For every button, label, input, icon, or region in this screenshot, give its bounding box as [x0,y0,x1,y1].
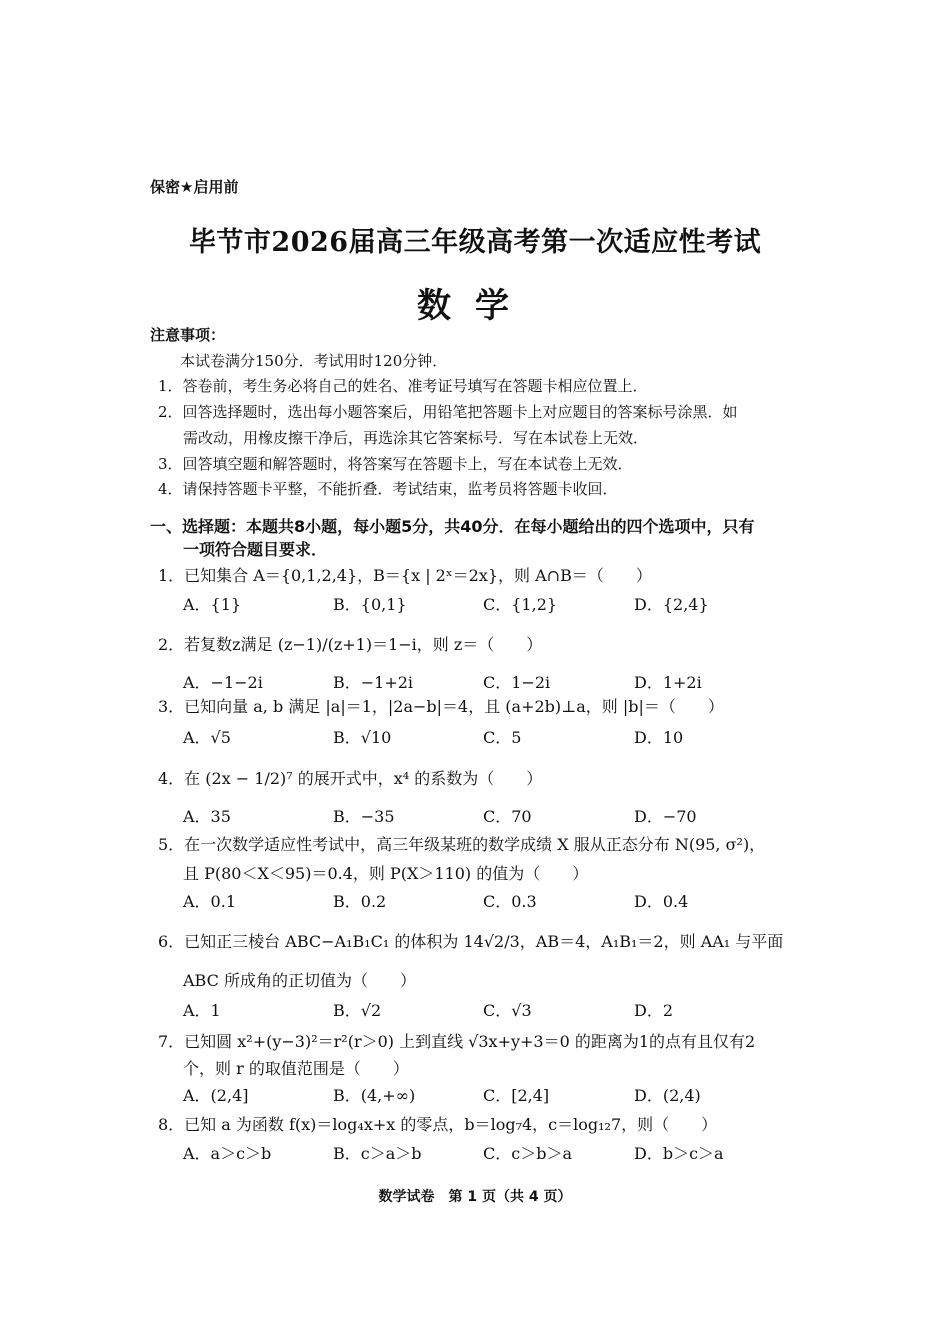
option-b: B．{0,1} [333,595,407,614]
option-d: D．(2,4) [634,1086,701,1105]
option-c: C．c＞b＞a [483,1144,572,1163]
option-c: C．0.3 [483,892,537,911]
option-a: A．0.1 [183,892,237,911]
option-d: D．b＞c＞a [634,1144,724,1163]
section-heading: 一、选择题：本题共8小题，每小题5分，共40分．在每小题给出的四个选项中，只有 [150,517,755,536]
question-stem: 个，则 r 的取值范围是（ ） [183,1059,409,1078]
option-c: C．70 [483,807,532,826]
option-c: C．[2,4] [483,1086,550,1105]
subject-title: 数学 [417,286,533,326]
question-stem: 且 P(80＜X＜95)＝0.4，则 P(X＞110) 的值为（ ） [183,864,589,883]
question-stem: 5．在一次数学适应性考试中，高三年级某班的数学成绩 X 服从正态分布 N(95, σ²)， [158,835,766,854]
question-stem: 7．已知圆 x²+(y−3)²＝r²(r＞0) 上到直线 √3x+y+3＝0 的距离为1的点有且仅有2 [158,1032,756,1051]
notice-item: 2．回答选择题时，选出每小题答案后，用铅笔把答题卡上对应题目的答案标号涂黑．如 [158,403,738,421]
option-a: A．35 [183,807,231,826]
option-d: D．10 [634,728,684,747]
option-b: B．−35 [333,807,395,826]
notice-item: 1．答卷前，考生务必将自己的姓名、准考证号填写在答题卡相应位置上． [158,377,648,395]
question-stem: ABC 所成角的正切值为（ ） [183,971,416,990]
option-d: D．{2,4} [634,595,709,614]
notice-heading: 注意事项： [150,326,226,344]
notice-item: 需改动，用橡皮擦干净后，再选涂其它答案标号．写在本试卷上无效． [183,429,649,447]
question-stem: 6．已知正三棱台 ABC−A₁B₁C₁ 的体积为 14√2/3，AB＝4，A₁B₁＝2，则 AA₁ 与平面 [158,932,784,951]
option-b: B．0.2 [333,892,387,911]
notice-item: 3．回答填空题和解答题时，将答案写在答题卡上，写在本试卷上无效． [158,455,633,473]
option-a: A．√5 [183,728,231,747]
notice-item: 4．请保持答题卡平整，不能折叠．考试结束，监考员将答题卡收回． [158,480,618,498]
section-heading: 一项符合题目要求． [183,540,328,559]
option-a: A．{1} [183,595,242,614]
option-d: D．2 [634,1001,674,1020]
exam-title: 毕节市2026届高三年级高考第一次适应性考试 [188,227,762,258]
option-c: C．{1,2} [483,595,558,614]
option-c: C．√3 [483,1001,532,1020]
question-stem: 1．已知集合 A＝{0,1,2,4}，B＝{x | 2ˣ＝2x}，则 A∩B＝（ ） [158,566,652,585]
option-b: B．√2 [333,1001,382,1020]
secret-mark: 保密★启用前 [150,178,239,196]
question-stem: 3．已知向量 a, b 满足 |a|＝1，|2a−b|＝4，且 (a+2b)⊥a，则 |b|＝（ ） [158,697,724,716]
option-b: B．−1+2i [333,673,414,692]
option-b: B．(4,+∞) [333,1086,416,1105]
option-a: A．−1−2i [183,673,263,692]
option-d: D．0.4 [634,892,689,911]
option-b: B．√10 [333,728,392,747]
option-a: A．1 [183,1001,221,1020]
option-a: A．(2,4] [183,1086,249,1105]
notice-intro: 本试卷满分150分．考试用时120分钟． [180,352,448,370]
option-c: C．1−2i [483,673,551,692]
option-d: D．−70 [634,807,697,826]
option-b: B．c＞a＞b [333,1144,422,1163]
page-footer: 数学试卷 第 1 页（共 4 页） [378,1189,572,1205]
question-stem: 8．已知 a 为函数 f(x)＝log₄x+x 的零点，b＝log₇4，c＝log₁₂7，则（ ） [158,1115,718,1134]
option-c: C．5 [483,728,522,747]
question-stem: 2．若复数z满足 (z−1)/(z+1)＝1−i，则 z＝（ ） [158,635,543,654]
option-d: D．1+2i [634,673,702,692]
option-a: A．a＞c＞b [183,1144,272,1163]
question-stem: 4．在 (2x − 1/2)⁷ 的展开式中，x⁴ 的系数为（ ） [158,769,543,788]
